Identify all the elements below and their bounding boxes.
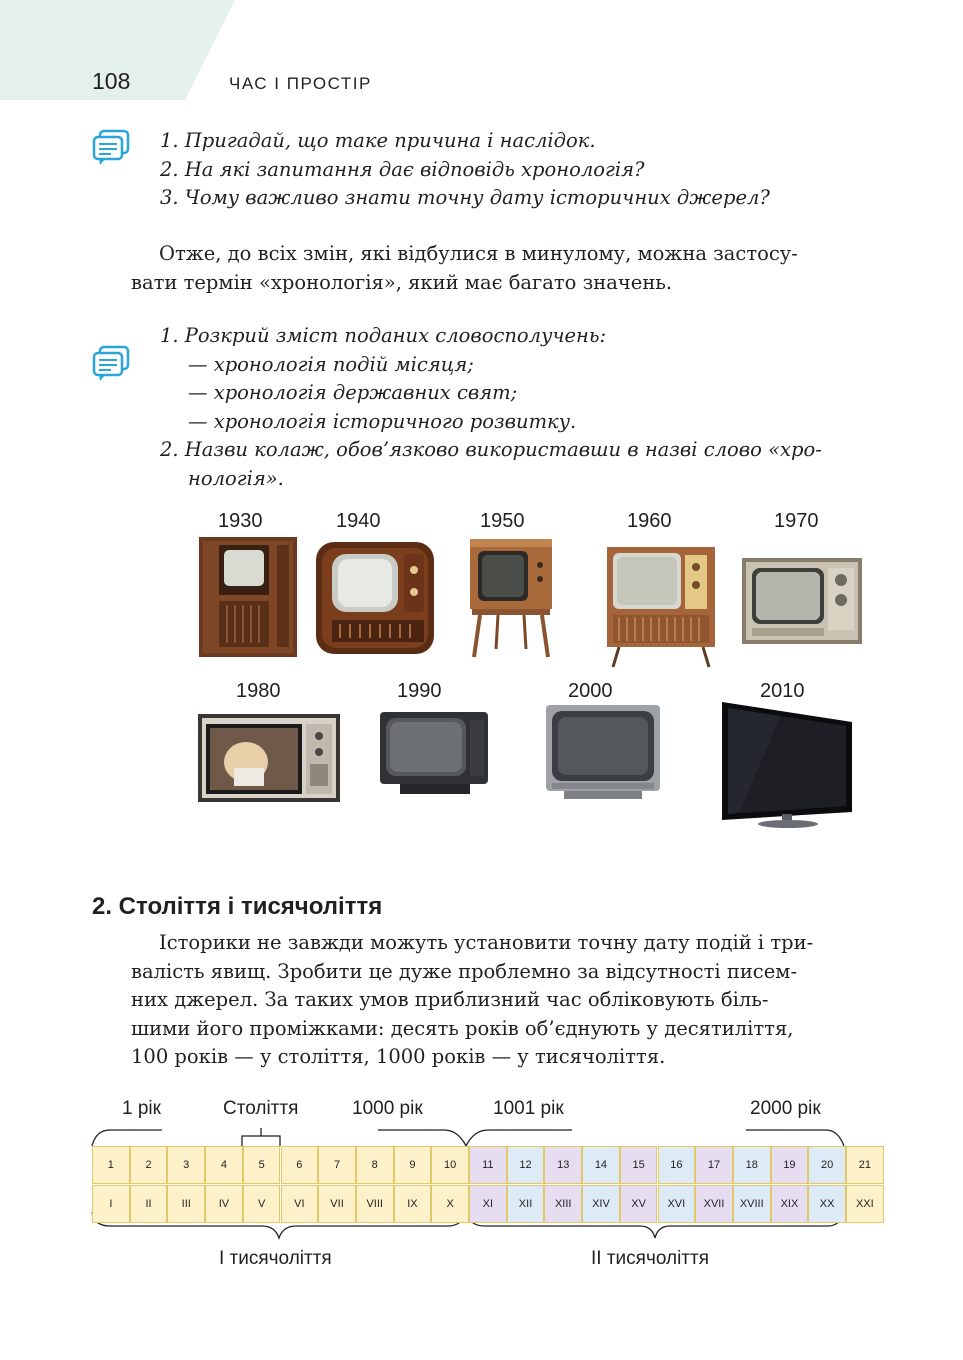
question-item-continuation: нологія». bbox=[188, 466, 284, 490]
century-roman-cell: XII bbox=[507, 1185, 545, 1223]
century-roman-cell: XX bbox=[808, 1185, 846, 1223]
question-item: 2. Назви колаж, обов’язково використавши в назві слово «хро- bbox=[160, 438, 822, 461]
millennium-2-label: ІІ тисячоліття bbox=[591, 1248, 709, 1269]
timeline-label-2000-year: 2000 рік bbox=[750, 1098, 821, 1119]
century-number-cell: 19 bbox=[771, 1146, 809, 1184]
running-head: ЧАС І ПРОСТІР bbox=[229, 74, 372, 93]
question-subitem: — хронологія державних свят; bbox=[188, 381, 518, 404]
section-heading: 2. Століття і тисячоліття bbox=[92, 893, 383, 920]
paragraph-chronology bbox=[131, 240, 881, 297]
century-roman-cell: VIII bbox=[356, 1185, 394, 1223]
tv-year-label: 2010 bbox=[760, 680, 805, 702]
question-item: 1. Розкрий зміст поданих словосполучень: bbox=[160, 324, 607, 347]
century-number-cell: 2 bbox=[130, 1146, 168, 1184]
timeline-label-1-year: 1 рік bbox=[122, 1098, 161, 1119]
century-roman-cell: VII bbox=[318, 1185, 356, 1223]
paragraph-line: них джерел. За таких умов приблизний час обліковують біль- bbox=[131, 988, 769, 1011]
century-roman-cell: XI bbox=[469, 1185, 507, 1223]
century-number-cell: 4 bbox=[205, 1146, 243, 1184]
century-number-cell: 10 bbox=[431, 1146, 469, 1184]
century-number-cell: 6 bbox=[281, 1146, 319, 1184]
century-roman-cell: XIV bbox=[582, 1185, 620, 1223]
discussion-icon bbox=[91, 128, 131, 168]
tv-year-label: 1960 bbox=[627, 510, 672, 532]
tv-1990-image bbox=[378, 710, 490, 796]
century-roman-cell: XVII bbox=[695, 1185, 733, 1223]
century-number-cell: 3 bbox=[167, 1146, 205, 1184]
century-roman-cell: VI bbox=[281, 1185, 319, 1223]
tv-year-label: 1990 bbox=[397, 680, 442, 702]
century-roman-cell: XVI bbox=[658, 1185, 696, 1223]
century-number-cell: 14 bbox=[582, 1146, 620, 1184]
century-roman-cell: V bbox=[243, 1185, 281, 1223]
page-corner-decoration bbox=[0, 0, 963, 110]
century-number-cell: 17 bbox=[695, 1146, 733, 1184]
question-subitem: — хронологія історичного розвитку. bbox=[188, 409, 577, 433]
tv-year-label: 1980 bbox=[236, 680, 281, 702]
tv-1940-image bbox=[314, 540, 436, 658]
question-list-2 bbox=[160, 322, 822, 493]
tv-year-label: 2000 bbox=[568, 680, 613, 702]
century-number-cell: 11 bbox=[469, 1146, 507, 1184]
century-roman-cell: XVIII bbox=[733, 1185, 771, 1223]
discussion-icon bbox=[91, 344, 131, 384]
tv-2010-image bbox=[720, 700, 856, 830]
paragraph-line: шими його проміжками: десять років об’єднують у десятиліття, bbox=[131, 1016, 794, 1040]
century-roman-cell: X bbox=[431, 1185, 469, 1223]
century-number-cell: 18 bbox=[733, 1146, 771, 1184]
century-roman-cell: III bbox=[167, 1185, 205, 1223]
paragraph-line: валість явищ. Зробити це дуже проблемно за відсутності писем- bbox=[131, 959, 798, 983]
tv-1930-image bbox=[197, 535, 299, 659]
century-number-cell: 7 bbox=[318, 1146, 356, 1184]
century-number-cell: 8 bbox=[356, 1146, 394, 1184]
page-number: 108 bbox=[92, 68, 131, 94]
century-roman-cell: IX bbox=[394, 1185, 432, 1223]
question-list-1 bbox=[160, 127, 770, 213]
question-subitem: — хронологія подій місяця; bbox=[188, 352, 474, 376]
tv-1960-image bbox=[605, 545, 717, 669]
century-roman-cell: II bbox=[130, 1185, 168, 1223]
timeline-label-1000-year: 1000 рік bbox=[352, 1098, 423, 1119]
century-number-cell: 1 bbox=[92, 1146, 130, 1184]
tv-year-label: 1950 bbox=[480, 510, 525, 532]
question-item: 2. На які запитання дає відповідь хронологія? bbox=[160, 157, 645, 181]
paragraph-line: Історики не завжди можуть установити точну дату подій і три- bbox=[159, 931, 814, 954]
paragraph-line: Отже, до всіх змін, які відбулися в минулому, можна застосу- bbox=[159, 242, 798, 265]
century-roman-cell: XV bbox=[620, 1185, 658, 1223]
tv-year-label: 1930 bbox=[218, 510, 263, 532]
millennium-1-label: І тисячоліття bbox=[219, 1248, 332, 1269]
tv-year-label: 1940 bbox=[336, 510, 381, 532]
century-roman-cell: XXI bbox=[846, 1185, 884, 1223]
paragraph-centuries bbox=[131, 929, 881, 1072]
timeline-label-1001-year: 1001 рік bbox=[493, 1098, 564, 1119]
question-item: 1. Пригадай, що таке причина і наслідок. bbox=[160, 129, 596, 152]
century-roman-cell: IV bbox=[205, 1185, 243, 1223]
tv-1980-image bbox=[196, 712, 342, 804]
paragraph-line: 100 років — у століття, 1000 років — у тисячоліття. bbox=[131, 1045, 666, 1068]
century-number-cell: 9 bbox=[394, 1146, 432, 1184]
timeline-label-century: Століття bbox=[223, 1098, 299, 1119]
century-number-cell: 20 bbox=[808, 1146, 846, 1184]
century-number-cell: 15 bbox=[620, 1146, 658, 1184]
paragraph-line: вати термін «хронологія», який має багато значень. bbox=[131, 270, 673, 294]
century-roman-cell: XIX bbox=[771, 1185, 809, 1223]
question-item: 3. Чому важливо знати точну дату історичних джерел? bbox=[160, 186, 770, 209]
century-number-cell: 21 bbox=[846, 1146, 884, 1184]
century-number-cell: 5 bbox=[243, 1146, 281, 1184]
century-roman-cell: XIII bbox=[544, 1185, 582, 1223]
century-roman-cell: I bbox=[92, 1185, 130, 1223]
tv-year-label: 1970 bbox=[774, 510, 819, 532]
century-number-cell: 16 bbox=[658, 1146, 696, 1184]
tv-2000-image bbox=[544, 703, 662, 801]
tv-1950-image bbox=[468, 535, 554, 659]
century-number-cell: 13 bbox=[544, 1146, 582, 1184]
tv-1970-image bbox=[740, 556, 864, 646]
century-number-cell: 12 bbox=[507, 1146, 545, 1184]
